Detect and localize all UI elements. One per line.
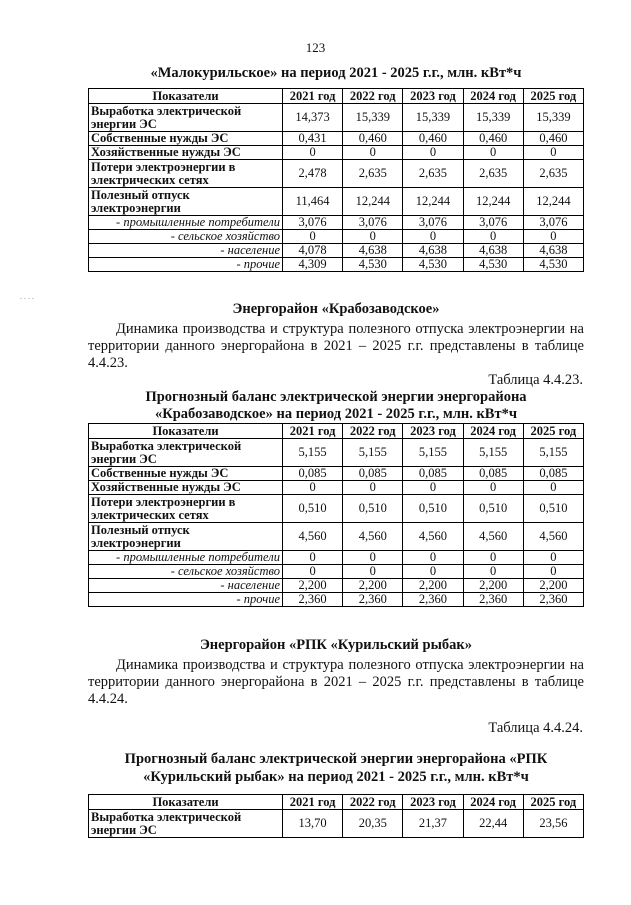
table3-body [89,810,584,838]
value-cell: 0 [283,146,343,160]
value-cell: 0 [343,565,403,579]
scan-mark: ∙∙∙∙ [20,294,36,303]
value-cell: 4,078 [283,244,343,258]
value-cell: 5,155 [463,439,523,467]
table2 [88,423,584,607]
value-cell: 0,085 [523,467,583,481]
row-label: Собственные нужды ЭС [89,467,283,481]
value-cell: 0 [343,230,403,244]
value-cell: 2,200 [463,579,523,593]
value-cell: 2,478 [283,160,343,188]
value-cell: 2,200 [523,579,583,593]
value-cell: 2,360 [523,593,583,607]
value-cell: 0,085 [463,467,523,481]
table-row [89,216,584,230]
table-row [89,439,584,467]
value-cell: 4,530 [403,258,463,272]
value-cell: 0 [523,146,583,160]
value-cell: 23,56 [523,810,583,838]
value-cell: 22,44 [463,810,523,838]
value-cell: 4,560 [523,523,583,551]
table2-header-row [89,424,584,439]
row-label: Выработка электрической энергии ЭС [89,439,283,467]
column-header: 2021 год [283,424,343,439]
value-cell: 12,244 [523,188,583,216]
row-label: - сельское хозяйство [89,230,283,244]
table-row [89,146,584,160]
table-row [89,565,584,579]
value-cell: 0 [523,481,583,495]
table3-header-row [89,795,584,810]
value-cell: 0 [283,565,343,579]
value-cell: 0 [403,565,463,579]
row-label: Хозяйственные нужды ЭС [89,481,283,495]
table-row [89,593,584,607]
column-header: 2023 год [403,89,463,104]
value-cell: 4,560 [463,523,523,551]
row-label: - промышленные потребители [89,216,283,230]
section2-paragraph-text: Динамика производства и структура полезного отпуска электроэнергии на территории данного энергорайона в 2021 – 2025 г.г. представлены в таблице 4.4.23. [88,321,584,371]
row-label: - промышленные потребители [89,551,283,565]
table1 [88,88,584,272]
section3-table-caption: Таблица 4.4.24. [488,720,583,736]
value-cell: 0 [523,551,583,565]
value-cell: 2,200 [283,579,343,593]
column-header: 2025 год [523,424,583,439]
table-row [89,579,584,593]
value-cell: 0,085 [403,467,463,481]
table1-title: «Малокурильское» на период 2021 - 2025 г.г., млн. кВт*ч [150,65,522,81]
row-label: Хозяйственные нужды ЭС [89,146,283,160]
value-cell: 0,510 [283,495,343,523]
table-row [89,551,584,565]
value-cell: 0 [343,551,403,565]
value-cell: 2,360 [403,593,463,607]
row-label: Полезный отпуск электроэнергии [89,188,283,216]
value-cell: 5,155 [523,439,583,467]
table1-header-row [89,89,584,104]
value-cell: 0 [523,565,583,579]
table-row [89,230,584,244]
value-cell: 15,339 [523,104,583,132]
value-cell: 0,431 [283,132,343,146]
value-cell: 5,155 [283,439,343,467]
row-label: - прочие [89,258,283,272]
value-cell: 0,085 [343,467,403,481]
value-cell: 0 [463,230,523,244]
value-cell: 0 [463,146,523,160]
value-cell: 11,464 [283,188,343,216]
column-header: 2025 год [523,89,583,104]
value-cell: 4,560 [283,523,343,551]
section3-heading: Энергорайон «РПК «Курильский рыбак» [199,637,473,653]
value-cell: 12,244 [403,188,463,216]
table-row [89,523,584,551]
value-cell: 2,635 [403,160,463,188]
value-cell: 4,638 [523,244,583,258]
value-cell: 12,244 [343,188,403,216]
page-number: 123 [305,40,326,55]
column-header: 2024 год [463,795,523,810]
value-cell: 2,360 [463,593,523,607]
row-label: - население [89,579,283,593]
value-cell: 3,076 [283,216,343,230]
value-cell: 2,635 [343,160,403,188]
table-row [89,244,584,258]
section2-table-caption: Таблица 4.4.23. [488,372,583,388]
column-header: 2021 год [283,89,343,104]
row-label: Полезный отпуск электроэнергии [89,523,283,551]
value-cell: 0,460 [403,132,463,146]
value-cell: 3,076 [463,216,523,230]
table-row [89,481,584,495]
table-row [89,495,584,523]
value-cell: 4,309 [283,258,343,272]
value-cell: 15,339 [343,104,403,132]
value-cell: 4,530 [343,258,403,272]
value-cell: 0,460 [343,132,403,146]
row-label: Выработка электрической энергии ЭС [89,810,283,838]
value-cell: 12,244 [463,188,523,216]
value-cell: 15,339 [403,104,463,132]
value-cell: 2,635 [463,160,523,188]
value-cell: 13,70 [283,810,343,838]
value-cell: 2,360 [343,593,403,607]
row-label: Выработка электрической энергии ЭС [89,104,283,132]
value-cell: 0 [463,551,523,565]
value-cell: 4,560 [403,523,463,551]
value-cell: 0 [403,481,463,495]
value-cell: 0 [463,481,523,495]
value-cell: 0,460 [463,132,523,146]
row-label: - прочие [89,593,283,607]
value-cell: 0,510 [403,495,463,523]
row-label: Потери электроэнергии в электрических сетях [89,495,283,523]
value-cell: 0,085 [283,467,343,481]
value-cell: 0 [343,146,403,160]
column-header: 2021 год [283,795,343,810]
row-label: Потери электроэнергии в электрических сетях [89,160,283,188]
value-cell: 0 [403,230,463,244]
value-cell: 2,635 [523,160,583,188]
value-cell: 0,510 [523,495,583,523]
column-header: 2024 год [463,89,523,104]
table3 [88,794,584,838]
table-row [89,810,584,838]
value-cell: 0 [283,481,343,495]
value-cell: 21,37 [403,810,463,838]
row-label: Собственные нужды ЭС [89,132,283,146]
value-cell: 4,530 [463,258,523,272]
column-header: 2022 год [343,795,403,810]
section3-table-title-line1: Прогнозный баланс электрической энергии энергорайона «РПК [124,751,548,767]
section2-table-title-line1: Прогнозный баланс электрической энергии энергорайона [145,389,527,405]
value-cell: 4,638 [403,244,463,258]
value-cell: 4,638 [343,244,403,258]
column-header: 2023 год [403,795,463,810]
value-cell: 0 [403,551,463,565]
column-header: 2024 год [463,424,523,439]
table-row [89,467,584,481]
column-header: Показатели [89,795,283,810]
value-cell: 2,200 [403,579,463,593]
value-cell: 20,35 [343,810,403,838]
value-cell: 0,510 [463,495,523,523]
value-cell: 0,460 [523,132,583,146]
section3-paragraph [88,657,584,708]
table-row [89,188,584,216]
row-label: - сельское хозяйство [89,565,283,579]
value-cell: 0 [403,146,463,160]
table2-body [89,439,584,607]
row-label: - население [89,244,283,258]
column-header: Показатели [89,424,283,439]
column-header: Показатели [89,89,283,104]
section3-paragraph-text: Динамика производства и структура полезного отпуска электроэнергии на территории данного энергорайона в 2021 – 2025 г.г. представлены в таблице 4.4.24. [88,657,584,707]
value-cell: 0 [463,565,523,579]
section2-heading: Энергорайон «Крабозаводское» [232,301,440,317]
column-header: 2022 год [343,89,403,104]
value-cell: 14,373 [283,104,343,132]
value-cell: 2,200 [343,579,403,593]
value-cell: 15,339 [463,104,523,132]
table-row [89,160,584,188]
column-header: 2023 год [403,424,463,439]
value-cell: 0,510 [343,495,403,523]
value-cell: 4,560 [343,523,403,551]
table-row [89,258,584,272]
value-cell: 3,076 [523,216,583,230]
column-header: 2022 год [343,424,403,439]
value-cell: 0 [283,551,343,565]
section3-table-title-line2: «Курильский рыбак» на период 2021 - 2025 г.г., млн. кВт*ч [143,769,529,785]
value-cell: 5,155 [343,439,403,467]
table1-body [89,104,584,272]
value-cell: 2,360 [283,593,343,607]
value-cell: 3,076 [343,216,403,230]
value-cell: 3,076 [403,216,463,230]
value-cell: 0 [283,230,343,244]
value-cell: 4,530 [523,258,583,272]
value-cell: 0 [343,481,403,495]
table-row [89,132,584,146]
value-cell: 5,155 [403,439,463,467]
section2-paragraph [88,321,584,372]
table-row [89,104,584,132]
value-cell: 4,638 [463,244,523,258]
value-cell: 0 [523,230,583,244]
column-header: 2025 год [523,795,583,810]
section2-table-title-line2: «Крабозаводское» на период 2021 - 2025 г.г., млн. кВт*ч [154,406,518,422]
